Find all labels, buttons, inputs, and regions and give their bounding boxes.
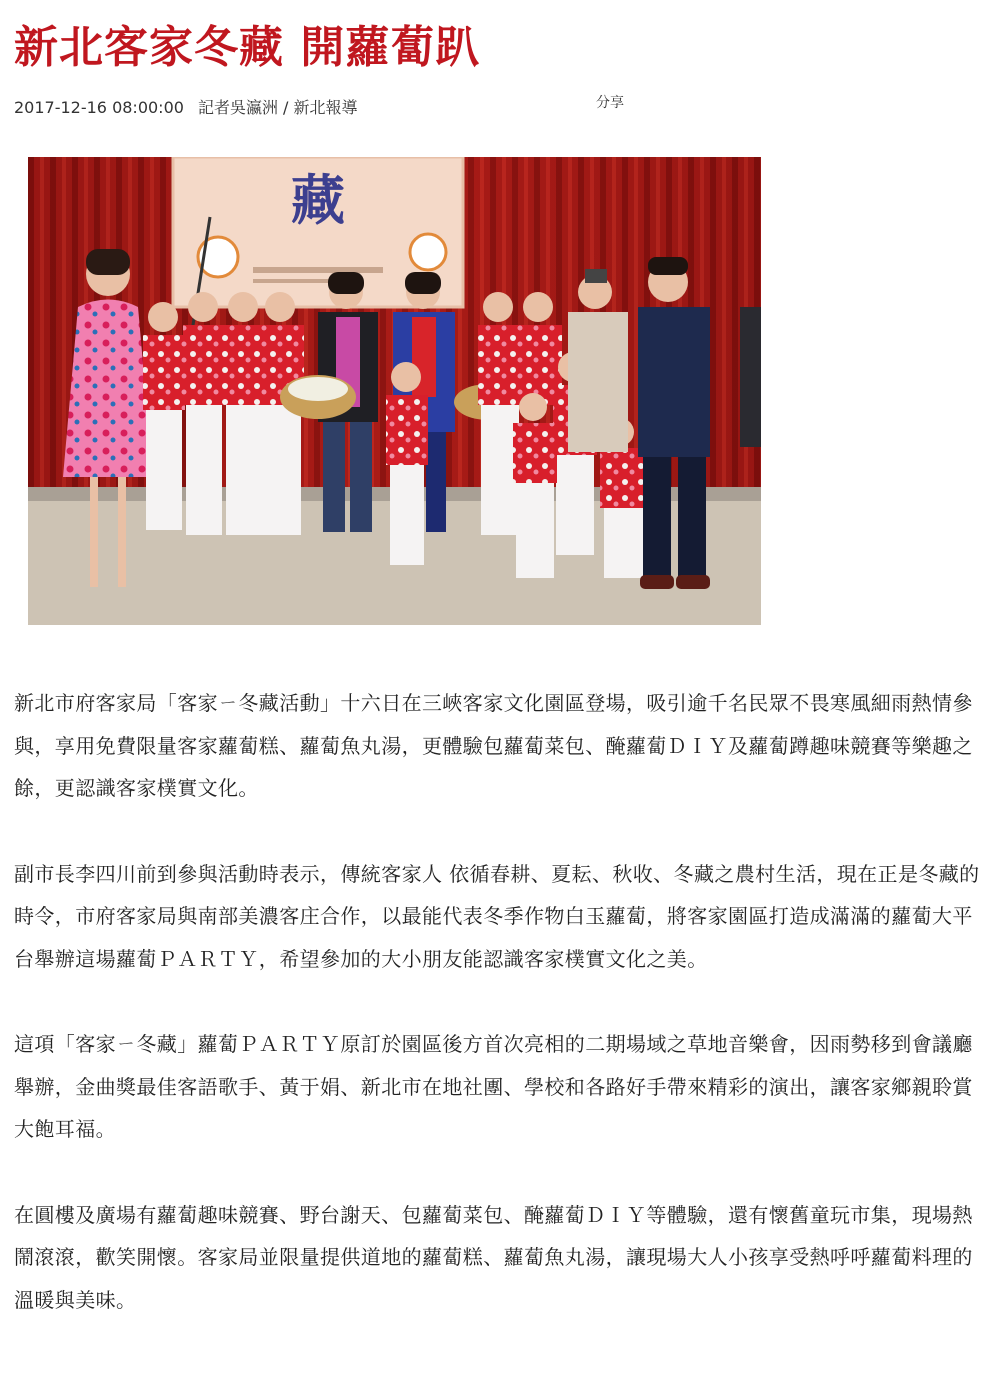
share-button[interactable]: 分享: [596, 95, 624, 111]
article-photo: [28, 157, 761, 625]
article-body: [14, 682, 986, 1364]
publish-date: 2017-12-16 08:00:00: [14, 98, 184, 117]
banner-graphic-text: 藏: [291, 169, 345, 232]
paragraph-2: 副市長李四川前到參與活動時表示，傳統客家人 依循春耕、夏耘、秋收、冬藏之農村生活，現在正是冬藏的時令，市府客家局與南部美濃客庄合作，以最能代表冬季作物白玉蘿蔔，將客家園區打造成滿滿的蘿蔔大平台舉辦這場蘿蔔ＰＡＲＴＹ，希望參加的大小朋友能認識客家樸實文化之美。: [14, 861, 980, 971]
article-meta: [14, 96, 358, 120]
paragraph-1: 新北市府客家局「客家ㄧ冬藏活動」十六日在三峽客家文化園區登場，吸引逾千名民眾不畏寒風細雨熱情參與，享用免費限量客家蘿蔔糕、蘿蔔魚丸湯，更體驗包蘿蔔菜包、醃蘿蔔ＤＩＹ及蘿蔔蹲趣味競賽等樂趣之餘，更認識客家樸實文化。: [14, 691, 973, 800]
reporter-byline: 記者吳瀛洲 / 新北報導: [197, 98, 358, 117]
paragraph-3: 這項「客家ㄧ冬藏」蘿蔔ＰＡＲＴＹ原訂於園區後方首次亮相的二期場域之草地音樂會，因雨勢移到會議廳舉辦，金曲獎最佳客語歌手、黃于娟、新北市在地社團、學校和各路好手帶來精彩的演出，讓客家鄉親聆賞大飽耳福。: [14, 1032, 973, 1141]
paragraph-4: 在圓樓及廣場有蘿蔔趣味競賽、野台謝天、包蘿蔔菜包、醃蘿蔔ＤＩＹ等體驗，還有懷舊童玩市集，現場熱鬧滾滾，歡笑開懷。客家局並限量提供道地的蘿蔔糕、蘿蔔魚丸湯，讓現場大人小孩享受熱呼呼蘿蔔料理的溫暖與美味。: [14, 1202, 973, 1312]
article-title: 新北客家冬藏 開蘿蔔趴: [14, 22, 481, 73]
